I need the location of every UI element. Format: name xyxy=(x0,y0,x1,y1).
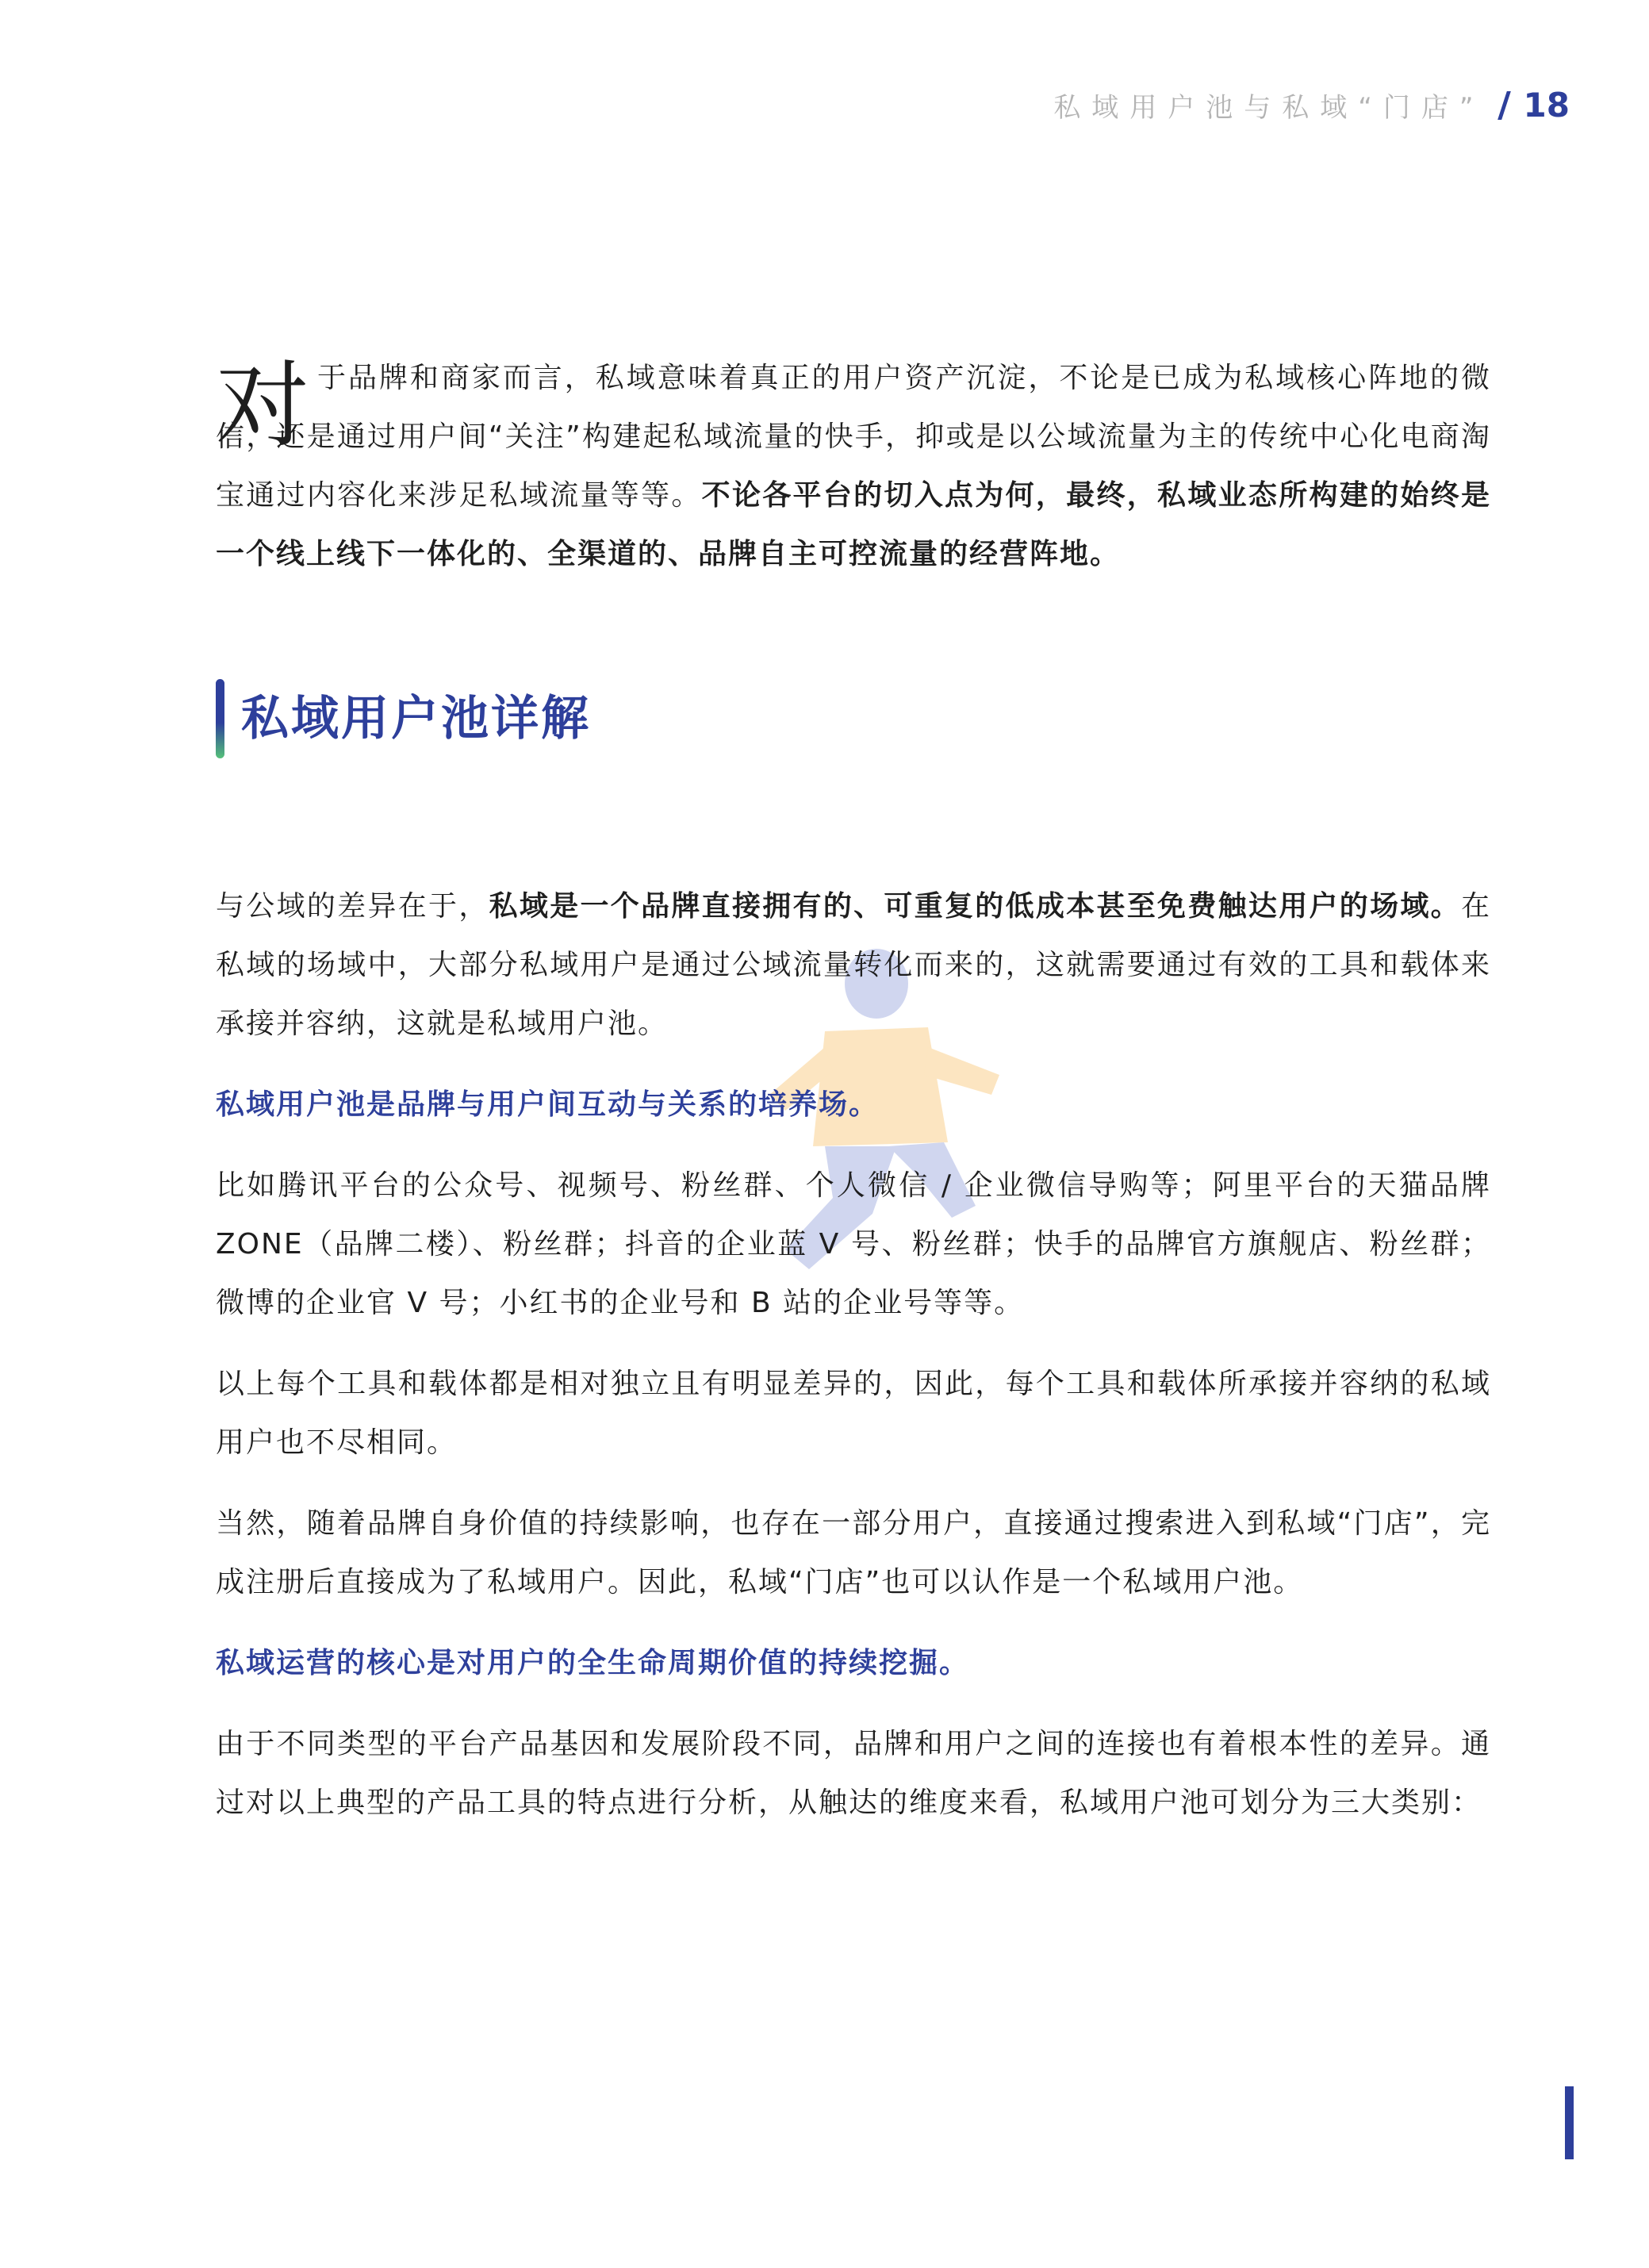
corner-accent-bar xyxy=(1565,2086,1574,2159)
paragraph-1-prefix: 与公域的差异在于， xyxy=(216,890,489,923)
paragraph-1-rest: 在私域的场域中，大部分私域用户是通过公域流量转化而来的，这就需要通过有效的工具和载体来承接并容纳，这就是私域用户池。 xyxy=(216,890,1491,1040)
intro-bold-text: 不论各平台的切入点为何，最终，私域业态所构建的始终是一个线上线下一体化的、全渠道的、品牌自主可控流量的经营阵地。 xyxy=(216,479,1491,570)
paragraph-3: 以上每个工具和载体都是相对独立且有明显差异的，因此，每个工具和载体所承接并容纳的私域用户也不尽相同。 xyxy=(216,1368,1491,1459)
paragraph-1 xyxy=(216,877,1491,1053)
highlight-1: 私域用户池是品牌与用户间互动与关系的培养场。 xyxy=(216,1088,880,1121)
page-content xyxy=(216,349,1491,1832)
intro-paragraph xyxy=(216,349,1491,584)
paragraph-1-bold: 私域是一个品牌直接拥有的、可重复的低成本甚至免费触达用户的场域。 xyxy=(489,890,1461,923)
page-number: 18 xyxy=(1523,86,1570,125)
header-title: 私域用户池与私域“门店” xyxy=(1053,92,1485,124)
header-slash-divider xyxy=(1498,91,1511,120)
drop-cap: 对 xyxy=(216,351,312,460)
paragraph-5: 由于不同类型的平台产品基因和发展阶段不同，品牌和用户之间的连接也有着根本性的差异。通过对以上典型的产品工具的特点进行分析，从触达的维度来看，私域用户池可划分为三大类别： xyxy=(216,1728,1491,1819)
paragraph-2: 比如腾讯平台的公众号、视频号、粉丝群、个人微信 / 企业微信导购等；阿里平台的天猫品牌ZONE（品牌二楼）、粉丝群；抖音的企业蓝 V 号、粉丝群；快手的品牌官方旗舰店、粉丝群；微博的企业官 V 号；小红书的企业号和 B 站的企业号等等。 xyxy=(216,1169,1491,1319)
section-heading xyxy=(216,679,1491,758)
heading-accent-bar xyxy=(216,679,224,758)
page-header xyxy=(1053,86,1570,125)
paragraph-4: 当然，随着品牌自身价值的持续影响，也存在一部分用户，直接通过搜索进入到私域“门店”，完成注册后直接成为了私域用户。因此，私域“门店”也可以认作是一个私域用户池。 xyxy=(216,1507,1491,1598)
highlight-2: 私域运营的核心是对用户的全生命周期价值的持续挖掘。 xyxy=(216,1647,970,1679)
intro-text: 于品牌和商家而言，私域意味着真正的用户资产沉淀，不论是已成为私域核心阵地的微信，还是通过用户间“关注”构建起私域流量的快手，抑或是以公域流量为主的传统中心化电商淘宝通过内容化来涉足私域流量等等。 xyxy=(216,362,1491,512)
section-heading-text: 私域用户池详解 xyxy=(241,691,591,746)
